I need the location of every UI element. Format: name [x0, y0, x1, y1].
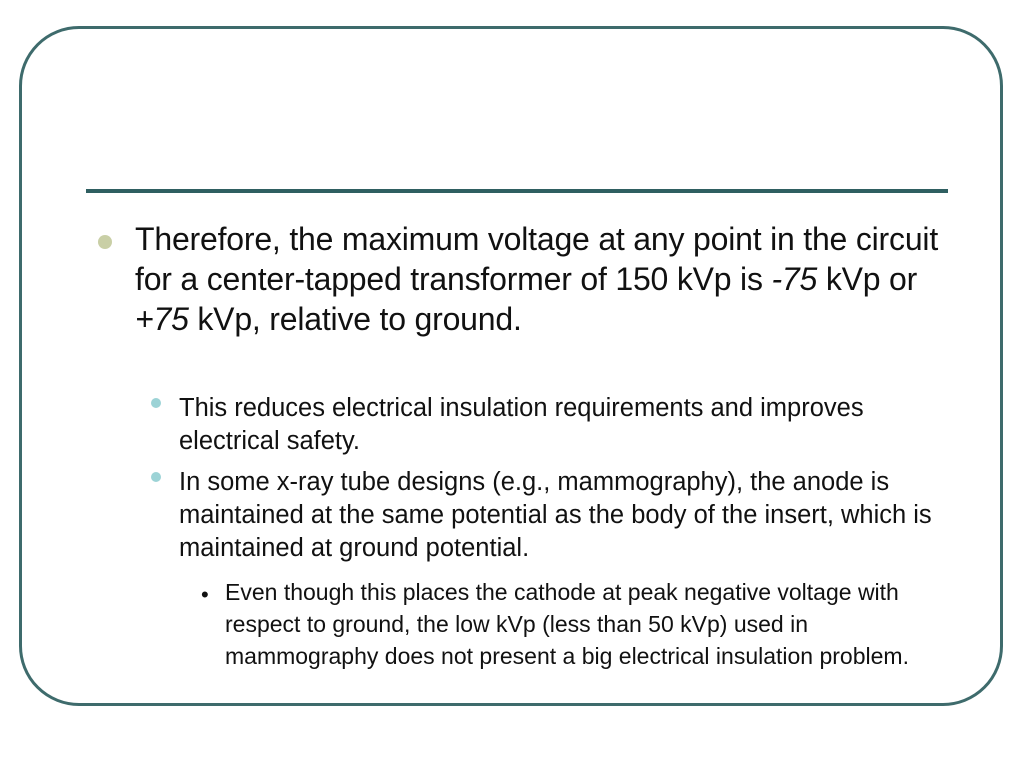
- bullet-level1-icon: [98, 235, 112, 249]
- emphasis-positive-value: +75: [135, 301, 189, 337]
- bullet-level3-text: Even though this places the cathode at peak negative voltage with respect to ground, the low kVp (less than 50 kVp) used in mammography does not present a big electrical insulation problem.: [225, 579, 909, 669]
- emphasis-negative-value: -75: [771, 261, 818, 297]
- bullet-level2-text: This reduces electrical insulation requirements and improves electrical safety.: [179, 394, 864, 455]
- bullet-text-part: kVp, relative to ground.: [188, 301, 522, 337]
- bullet-level2-icon: [151, 398, 161, 408]
- bullet-level3-icon: •: [201, 582, 209, 607]
- bullet-text-part: Therefore, the maximum voltage at any point in the circuit for a center-tapped transformer of 150 kVp is: [135, 221, 939, 297]
- bullet-text-part: kVp or: [817, 261, 918, 297]
- bullet-level1-text: [135, 219, 955, 339]
- bullet-level2-text: In some x-ray tube designs (e.g., mammography), the anode is maintained at the same potential as the body of the insert, which is maintained at ground potential.: [179, 468, 932, 562]
- bullet-level2-icon: [151, 472, 161, 482]
